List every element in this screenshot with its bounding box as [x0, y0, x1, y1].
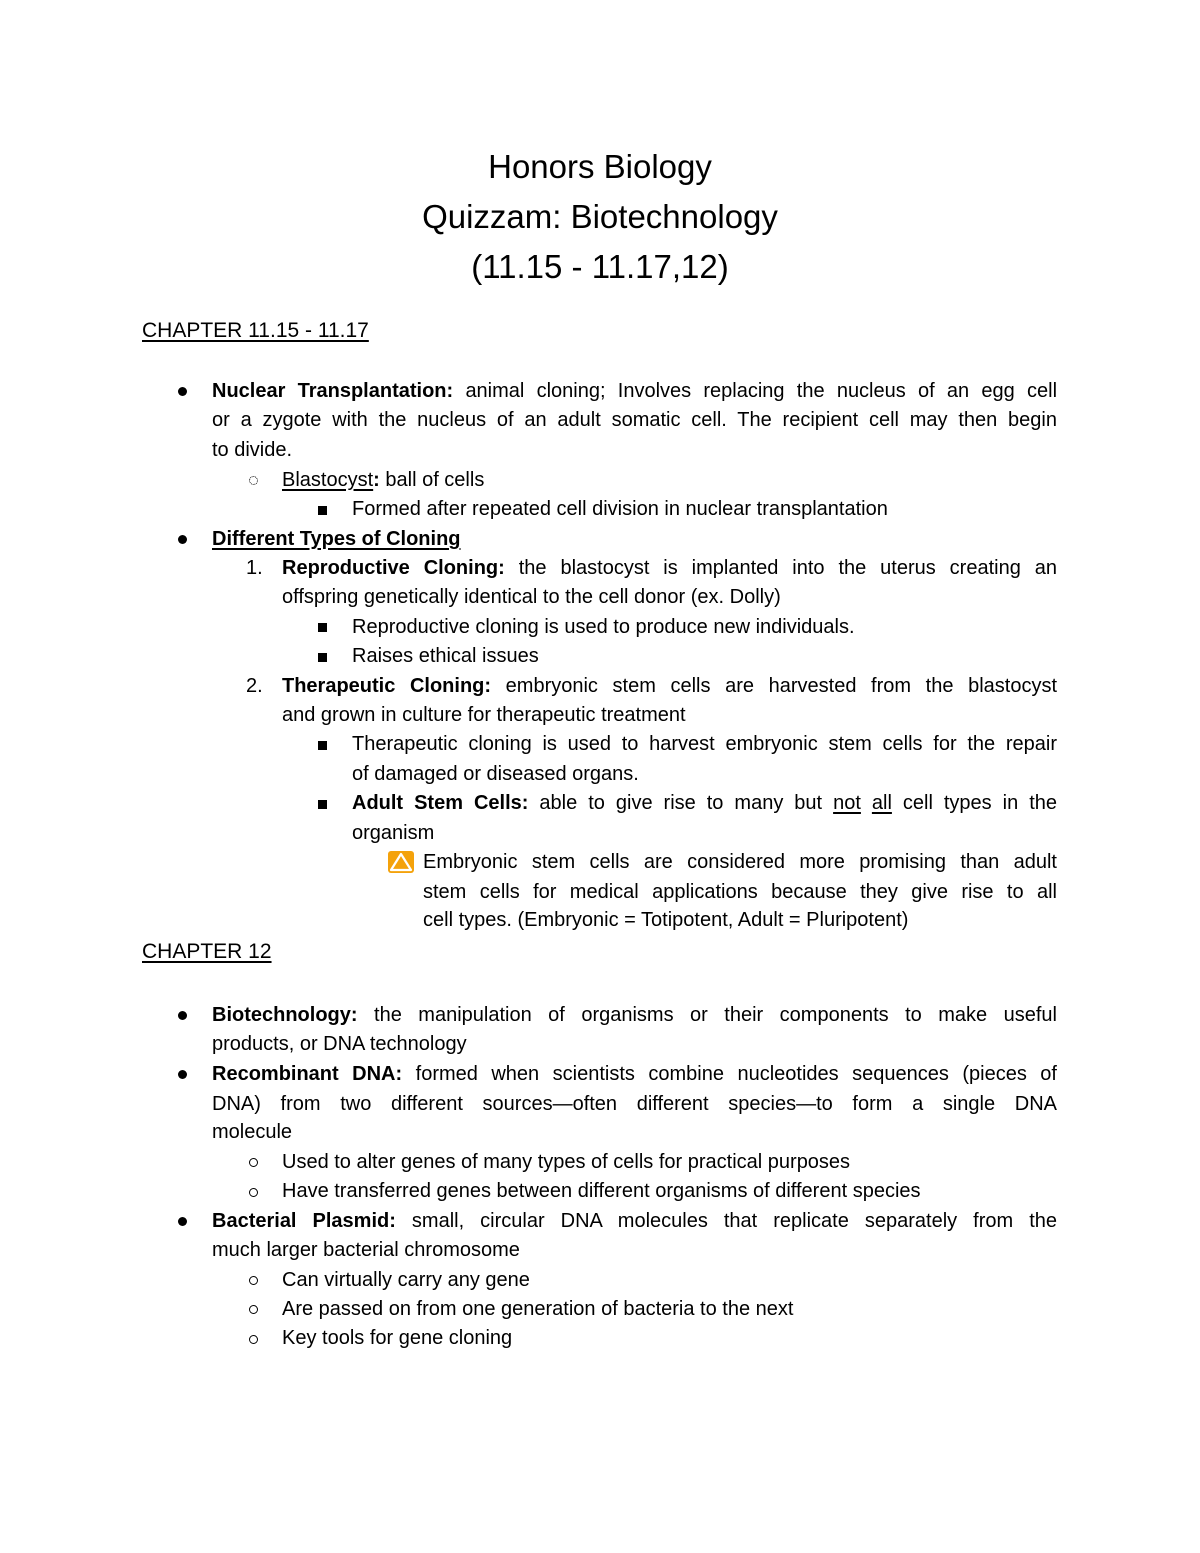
cloning-types-term: Different Types of Cloning [212, 528, 461, 550]
biotech-def-1: the manipulation of organisms or their components to make useful [374, 1004, 1057, 1026]
title-line-2: Quizzam: Biotechnology [422, 198, 778, 235]
blastocyst-term: Blastocyst [282, 469, 374, 491]
embryonic-line-3: cell types. (Embryonic = Totipotent, Adult = Pluripotent) [423, 909, 909, 931]
thera-def-1: embryonic stem cells are harvested from the blastocyst [505, 675, 1058, 697]
cloning-types-heading [212, 524, 461, 554]
thera-line-2: and grown in culture for therapeutic treatment [282, 704, 686, 726]
recomb-line-1 [212, 1059, 1057, 1089]
nuclear-term: Nuclear Transplantation: [212, 380, 454, 402]
recomb-line-2: DNA) from two different sources—often different species—to form a single DNA [212, 1093, 1057, 1115]
nuclear-line-3: to divide. [212, 439, 293, 461]
repro-line-2: offspring genetically identical to the cell donor (ex. Dolly) [282, 586, 781, 608]
chapter-heading-12: CHAPTER 12 [142, 940, 272, 963]
plasmid-sub-2: Are passed on from one generation of bacteria to the next [282, 1298, 794, 1320]
bullet-ring [249, 1276, 258, 1285]
plasmid-line-2: much larger bacterial chromosome [212, 1239, 520, 1261]
thera-note-1-line-2: of damaged or diseased organs. [352, 763, 639, 785]
title-block [0, 142, 1200, 292]
bullet-square [318, 623, 327, 632]
repro-note-1: Reproductive cloning is used to produce new individuals. [352, 616, 855, 638]
bullet-ring [249, 1158, 258, 1167]
thera-note-1-line-1: Therapeutic cloning is used to harvest embryonic stem cells for the repair [352, 733, 1057, 755]
plasmid-sub-1: Can virtually carry any gene [282, 1269, 530, 1291]
bullet-square [318, 653, 327, 662]
repro-def-1: the blastocyst is implanted into the uterus creating an [518, 557, 1057, 579]
biotech-term: Biotechnology: [212, 1004, 358, 1026]
adult-line-2: organism [352, 822, 435, 844]
nuclear-line-2: or a zygote with the nucleus of an adult somatic cell. The recipient cell may then begin [212, 409, 1057, 431]
bullet-dot [178, 1011, 187, 1020]
list-number-2: 2. [246, 675, 263, 697]
repro-note-2: Raises ethical issues [352, 645, 539, 667]
blastocyst-note: Formed after repeated cell division in nuclear transplantation [352, 498, 888, 520]
embryonic-line-2: stem cells for medical applications because they give rise to all [423, 881, 1057, 903]
bullet-dot [178, 535, 187, 544]
chapter-heading-11: CHAPTER 11.15 - 11.17 [142, 319, 369, 342]
title-line-3: (11.15 - 11.17,12) [471, 248, 729, 285]
blastocyst-line [282, 465, 484, 495]
nuclear-def-1: animal cloning; Involves replacing the nucleus of an egg cell [465, 380, 1058, 402]
embryonic-line-1: Embryonic stem cells are considered more promising than adult [423, 851, 1057, 873]
bullet-ring [249, 1335, 258, 1344]
recomb-line-3: molecule [212, 1121, 293, 1143]
adult-term: Adult Stem Cells: [352, 792, 529, 814]
thera-term: Therapeutic Cloning: [282, 675, 492, 697]
title-line-1: Honors Biology [488, 148, 712, 185]
plasmid-term: Bacterial Plasmid: [212, 1210, 396, 1232]
bullet-dot [178, 387, 187, 396]
blastocyst-def: ball of cells [379, 469, 485, 491]
recomb-term: Recombinant DNA: [212, 1063, 403, 1085]
bullet-ring [249, 476, 258, 485]
repro-term: Reproductive Cloning: [282, 557, 505, 579]
nuclear-line-1 [212, 376, 1057, 406]
warning-icon [388, 851, 414, 873]
list-number-1: 1. [246, 557, 263, 579]
biotech-line-1 [212, 1000, 1057, 1030]
adult-not: not [833, 792, 861, 814]
repro-line-1 [282, 553, 1057, 583]
bullet-ring [249, 1188, 258, 1197]
adult-def-post: cell types in the [891, 792, 1058, 814]
plasmid-line-1 [212, 1206, 1057, 1236]
bullet-square [318, 506, 327, 515]
bullet-dot [178, 1070, 187, 1079]
bullet-ring [249, 1305, 258, 1314]
adult-all: all [871, 792, 892, 814]
plasmid-sub-3: Key tools for gene cloning [282, 1327, 513, 1349]
recomb-def-1: formed when scientists combine nucleotides sequences (pieces of [415, 1063, 1057, 1085]
bullet-square [318, 800, 327, 809]
adult-line-1 [352, 788, 1057, 818]
thera-line-1 [282, 671, 1057, 701]
biotech-line-2: products, or DNA technology [212, 1033, 467, 1055]
plasmid-def-1: small, circular DNA molecules that replicate separately from the [411, 1210, 1057, 1232]
blastocyst-colon: : [373, 469, 380, 491]
recomb-sub-2: Have transferred genes between different organisms of different species [282, 1180, 921, 1202]
recomb-sub-1: Used to alter genes of many types of cells for practical purposes [282, 1151, 851, 1173]
bullet-square [318, 741, 327, 750]
bullet-dot [178, 1217, 187, 1226]
adult-def-pre: able to give rise to many but [528, 792, 834, 814]
